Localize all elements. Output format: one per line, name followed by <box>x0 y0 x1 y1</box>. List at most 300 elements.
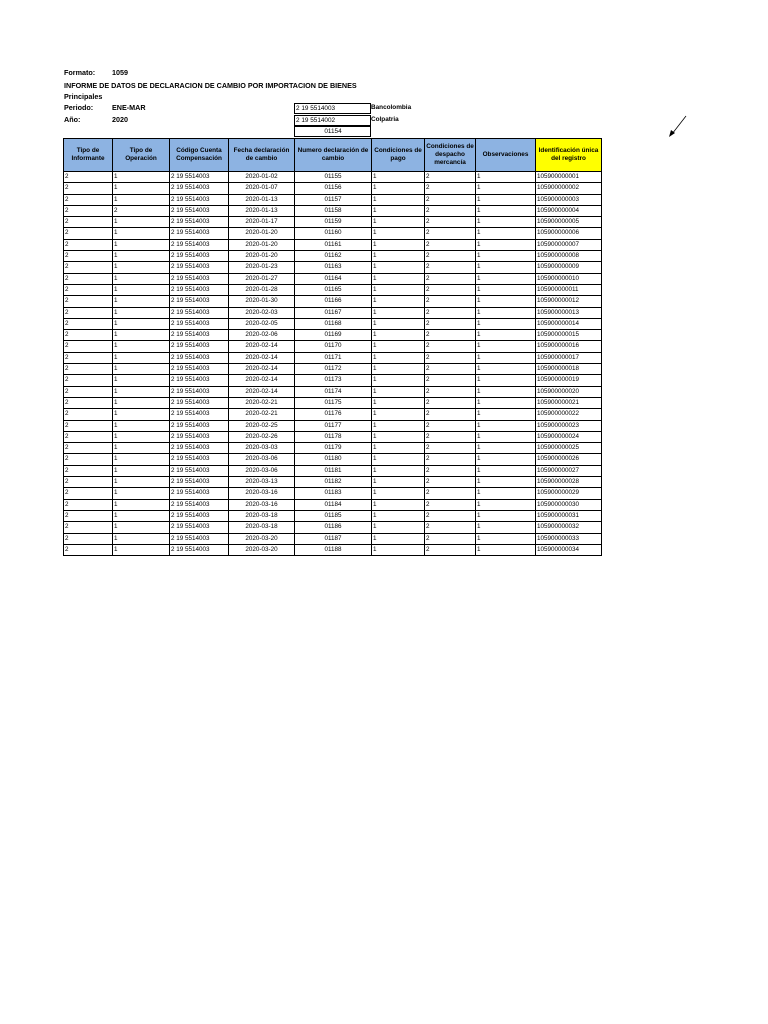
cell-tipo-operacion: 1 <box>113 318 170 329</box>
cell-fecha: 2020-03-03 <box>229 443 295 454</box>
cell-numero: 01169 <box>295 330 372 341</box>
cell-condiciones-despacho: 2 <box>425 262 476 273</box>
table-row <box>64 488 602 499</box>
cell-observaciones: 1 <box>476 443 536 454</box>
cell-condiciones-despacho: 2 <box>425 522 476 533</box>
cell-condiciones-pago: 1 <box>372 296 425 307</box>
cell-observaciones: 1 <box>476 465 536 476</box>
cell-tipo-informante: 2 <box>64 172 113 183</box>
cell-condiciones-despacho: 2 <box>425 296 476 307</box>
cell-fecha: 2020-02-25 <box>229 420 295 431</box>
cell-identificacion: 105900000019 <box>536 375 602 386</box>
table-row <box>64 522 602 533</box>
cell-observaciones: 1 <box>476 352 536 363</box>
cell-codigo-cuenta: 2 19 5514003 <box>170 477 229 488</box>
cell-fecha: 2020-02-14 <box>229 352 295 363</box>
cell-condiciones-despacho: 2 <box>425 397 476 408</box>
cell-tipo-operacion: 1 <box>113 296 170 307</box>
cell-tipo-informante: 2 <box>64 330 113 341</box>
cell-identificacion: 105900000011 <box>536 284 602 295</box>
cell-numero: 01174 <box>295 386 372 397</box>
table-row <box>64 443 602 454</box>
table-row <box>64 420 602 431</box>
cell-tipo-informante: 2 <box>64 352 113 363</box>
cell-condiciones-despacho: 2 <box>425 510 476 521</box>
cell-fecha: 2020-03-16 <box>229 488 295 499</box>
cell-numero: 01186 <box>295 522 372 533</box>
anio-label: Año: <box>64 115 81 124</box>
cell-codigo-cuenta: 2 19 5514003 <box>170 443 229 454</box>
cell-fecha: 2020-02-14 <box>229 375 295 386</box>
declaration-table <box>63 138 602 556</box>
cell-codigo-cuenta: 2 19 5514003 <box>170 364 229 375</box>
cell-condiciones-pago: 1 <box>372 307 425 318</box>
table-row <box>64 454 602 465</box>
cell-condiciones-pago: 1 <box>372 273 425 284</box>
cell-condiciones-despacho: 2 <box>425 533 476 544</box>
cell-observaciones: 1 <box>476 318 536 329</box>
cell-observaciones: 1 <box>476 307 536 318</box>
cell-codigo-cuenta: 2 19 5514003 <box>170 307 229 318</box>
cell-condiciones-despacho: 2 <box>425 443 476 454</box>
cell-tipo-operacion: 1 <box>113 477 170 488</box>
cell-identificacion: 105900000033 <box>536 533 602 544</box>
cell-numero: 01175 <box>295 397 372 408</box>
cell-tipo-operacion: 1 <box>113 183 170 194</box>
cell-identificacion: 105900000015 <box>536 330 602 341</box>
cell-condiciones-despacho: 2 <box>425 228 476 239</box>
col-observaciones: Observaciones <box>476 139 536 172</box>
cell-tipo-operacion: 1 <box>113 194 170 205</box>
cell-numero: 01156 <box>295 183 372 194</box>
cell-condiciones-pago: 1 <box>372 205 425 216</box>
table-row <box>64 172 602 183</box>
cell-identificacion: 105900000016 <box>536 341 602 352</box>
col-tipo-operacion: Tipo de Operación <box>113 139 170 172</box>
cell-observaciones: 1 <box>476 262 536 273</box>
cell-codigo-cuenta: 2 19 5514003 <box>170 330 229 341</box>
table-row <box>64 251 602 262</box>
cell-tipo-informante: 2 <box>64 397 113 408</box>
cell-condiciones-pago: 1 <box>372 228 425 239</box>
cell-condiciones-pago: 1 <box>372 443 425 454</box>
cell-identificacion: 105900000034 <box>536 544 602 555</box>
cell-condiciones-despacho: 2 <box>425 364 476 375</box>
cell-condiciones-despacho: 2 <box>425 172 476 183</box>
cell-identificacion: 105900000022 <box>536 409 602 420</box>
cell-tipo-operacion: 1 <box>113 544 170 555</box>
cell-condiciones-despacho: 2 <box>425 273 476 284</box>
cell-identificacion: 105900000021 <box>536 397 602 408</box>
cell-identificacion: 105900000017 <box>536 352 602 363</box>
cell-numero: 01182 <box>295 477 372 488</box>
cell-numero: 01181 <box>295 465 372 476</box>
cell-identificacion: 105900000012 <box>536 296 602 307</box>
cell-numero: 01166 <box>295 296 372 307</box>
cell-numero: 01161 <box>295 239 372 250</box>
cell-tipo-informante: 2 <box>64 488 113 499</box>
cell-observaciones: 1 <box>476 409 536 420</box>
cell-identificacion: 105900000004 <box>536 205 602 216</box>
cell-condiciones-despacho: 2 <box>425 477 476 488</box>
cell-condiciones-pago: 1 <box>372 420 425 431</box>
cell-tipo-operacion: 1 <box>113 262 170 273</box>
cell-numero: 01180 <box>295 454 372 465</box>
cell-identificacion: 105900000009 <box>536 262 602 273</box>
cell-tipo-informante: 2 <box>64 477 113 488</box>
cell-identificacion: 105900000025 <box>536 443 602 454</box>
cell-condiciones-pago: 1 <box>372 194 425 205</box>
cell-numero: 01157 <box>295 194 372 205</box>
cell-observaciones: 1 <box>476 522 536 533</box>
cell-numero: 01176 <box>295 409 372 420</box>
cell-identificacion: 105900000023 <box>536 420 602 431</box>
cell-condiciones-pago: 1 <box>372 183 425 194</box>
cell-observaciones: 1 <box>476 397 536 408</box>
cell-numero: 01170 <box>295 341 372 352</box>
table-body <box>64 172 602 556</box>
cell-codigo-cuenta: 2 19 5514003 <box>170 284 229 295</box>
cell-observaciones: 1 <box>476 251 536 262</box>
cell-observaciones: 1 <box>476 228 536 239</box>
cell-observaciones: 1 <box>476 454 536 465</box>
cell-fecha: 2020-02-14 <box>229 341 295 352</box>
cell-fecha: 2020-02-26 <box>229 431 295 442</box>
cell-fecha: 2020-03-18 <box>229 510 295 521</box>
cell-tipo-operacion: 1 <box>113 522 170 533</box>
cell-identificacion: 105900000026 <box>536 454 602 465</box>
cell-codigo-cuenta: 2 19 5514003 <box>170 352 229 363</box>
table-row <box>64 409 602 420</box>
table-row <box>64 239 602 250</box>
cursor-arrow-icon <box>666 114 688 138</box>
cell-numero: 01179 <box>295 443 372 454</box>
cell-tipo-informante: 2 <box>64 510 113 521</box>
cell-numero: 01185 <box>295 510 372 521</box>
cell-tipo-informante: 2 <box>64 443 113 454</box>
cell-identificacion: 105900000018 <box>536 364 602 375</box>
cell-condiciones-despacho: 2 <box>425 307 476 318</box>
cell-fecha: 2020-01-23 <box>229 262 295 273</box>
table-row <box>64 431 602 442</box>
cell-fecha: 2020-03-20 <box>229 533 295 544</box>
cell-codigo-cuenta: 2 19 5514003 <box>170 273 229 284</box>
cell-tipo-operacion: 1 <box>113 251 170 262</box>
cell-condiciones-despacho: 2 <box>425 183 476 194</box>
cell-numero: 01155 <box>295 172 372 183</box>
cell-numero: 01160 <box>295 228 372 239</box>
cell-condiciones-pago: 1 <box>372 341 425 352</box>
cell-tipo-informante: 2 <box>64 228 113 239</box>
cell-codigo-cuenta: 2 19 5514003 <box>170 397 229 408</box>
cell-identificacion: 105900000006 <box>536 228 602 239</box>
cell-tipo-operacion: 1 <box>113 431 170 442</box>
cell-codigo-cuenta: 2 19 5514003 <box>170 194 229 205</box>
cell-condiciones-pago: 1 <box>372 510 425 521</box>
cell-fecha: 2020-03-13 <box>229 477 295 488</box>
table-row <box>64 544 602 555</box>
cell-identificacion: 105900000020 <box>536 386 602 397</box>
cell-tipo-operacion: 1 <box>113 533 170 544</box>
cell-tipo-operacion: 1 <box>113 341 170 352</box>
cell-tipo-operacion: 1 <box>113 420 170 431</box>
cell-numero: 01183 <box>295 488 372 499</box>
cell-condiciones-despacho: 2 <box>425 251 476 262</box>
table-row <box>64 217 602 228</box>
cell-condiciones-pago: 1 <box>372 251 425 262</box>
cell-numero: 01163 <box>295 262 372 273</box>
table-row <box>64 318 602 329</box>
cell-tipo-informante: 2 <box>64 431 113 442</box>
cell-codigo-cuenta: 2 19 5514003 <box>170 375 229 386</box>
cell-observaciones: 1 <box>476 488 536 499</box>
cell-fecha: 2020-01-28 <box>229 284 295 295</box>
cell-tipo-operacion: 1 <box>113 228 170 239</box>
cell-tipo-informante: 2 <box>64 296 113 307</box>
cell-identificacion: 105900000028 <box>536 477 602 488</box>
cell-condiciones-pago: 1 <box>372 239 425 250</box>
cell-condiciones-despacho: 2 <box>425 488 476 499</box>
cell-fecha: 2020-03-06 <box>229 465 295 476</box>
cell-numero: 01164 <box>295 273 372 284</box>
cell-identificacion: 105900000005 <box>536 217 602 228</box>
cell-condiciones-despacho: 2 <box>425 386 476 397</box>
cell-identificacion: 105900000010 <box>536 273 602 284</box>
table-row <box>64 194 602 205</box>
cell-observaciones: 1 <box>476 510 536 521</box>
col-tipo-informante: Tipo de Informante <box>64 139 113 172</box>
cell-tipo-informante: 2 <box>64 284 113 295</box>
cell-identificacion: 105900000030 <box>536 499 602 510</box>
cell-condiciones-despacho: 2 <box>425 465 476 476</box>
cell-tipo-informante: 2 <box>64 239 113 250</box>
cell-condiciones-despacho: 2 <box>425 217 476 228</box>
cell-observaciones: 1 <box>476 364 536 375</box>
table-row <box>64 307 602 318</box>
table-row <box>64 330 602 341</box>
cell-observaciones: 1 <box>476 499 536 510</box>
cell-fecha: 2020-01-02 <box>229 172 295 183</box>
table-row <box>64 465 602 476</box>
cell-identificacion: 105900000029 <box>536 488 602 499</box>
cell-tipo-operacion: 1 <box>113 499 170 510</box>
cell-codigo-cuenta: 2 19 5514003 <box>170 533 229 544</box>
cell-tipo-informante: 2 <box>64 465 113 476</box>
cell-condiciones-pago: 1 <box>372 172 425 183</box>
cell-condiciones-pago: 1 <box>372 364 425 375</box>
col-identificacion-registro: Identificación única del registro <box>536 139 602 172</box>
table-row <box>64 510 602 521</box>
cell-codigo-cuenta: 2 19 5514003 <box>170 488 229 499</box>
col-numero-declaracion: Numero declaración de cambio <box>295 139 372 172</box>
cell-codigo-cuenta: 2 19 5514003 <box>170 510 229 521</box>
cell-codigo-cuenta: 2 19 5514003 <box>170 454 229 465</box>
cell-condiciones-pago: 1 <box>372 217 425 228</box>
cell-condiciones-despacho: 2 <box>425 352 476 363</box>
table-row <box>64 533 602 544</box>
cell-tipo-operacion: 1 <box>113 352 170 363</box>
cell-fecha: 2020-01-20 <box>229 251 295 262</box>
cell-numero: 01187 <box>295 533 372 544</box>
cell-tipo-operacion: 1 <box>113 409 170 420</box>
periodo-label: Periodo: <box>64 103 94 112</box>
cell-fecha: 2020-01-13 <box>229 205 295 216</box>
cell-tipo-operacion: 1 <box>113 172 170 183</box>
cell-condiciones-pago: 1 <box>372 522 425 533</box>
cell-fecha: 2020-03-18 <box>229 522 295 533</box>
cell-codigo-cuenta: 2 19 5514003 <box>170 409 229 420</box>
cell-tipo-operacion: 1 <box>113 364 170 375</box>
cell-tipo-operacion: 1 <box>113 488 170 499</box>
cell-tipo-operacion: 1 <box>113 397 170 408</box>
table-row <box>64 284 602 295</box>
cell-fecha: 2020-01-27 <box>229 273 295 284</box>
anio-value: 2020 <box>112 115 128 124</box>
cell-identificacion: 105900000007 <box>536 239 602 250</box>
cell-identificacion: 105900000024 <box>536 431 602 442</box>
cell-codigo-cuenta: 2 19 5514003 <box>170 544 229 555</box>
cell-observaciones: 1 <box>476 341 536 352</box>
cell-condiciones-despacho: 2 <box>425 375 476 386</box>
cell-tipo-informante: 2 <box>64 522 113 533</box>
cell-fecha: 2020-01-07 <box>229 183 295 194</box>
cell-condiciones-despacho: 2 <box>425 318 476 329</box>
cell-condiciones-despacho: 2 <box>425 454 476 465</box>
cell-tipo-operacion: 1 <box>113 465 170 476</box>
cell-observaciones: 1 <box>476 284 536 295</box>
cell-numero: 01162 <box>295 251 372 262</box>
cell-codigo-cuenta: 2 19 5514003 <box>170 228 229 239</box>
cell-condiciones-pago: 1 <box>372 318 425 329</box>
table-row <box>64 228 602 239</box>
cell-condiciones-pago: 1 <box>372 284 425 295</box>
cell-observaciones: 1 <box>476 330 536 341</box>
cell-observaciones: 1 <box>476 431 536 442</box>
cell-numero: 01173 <box>295 375 372 386</box>
table-row <box>64 296 602 307</box>
cell-tipo-operacion: 2 <box>113 205 170 216</box>
cell-condiciones-pago: 1 <box>372 431 425 442</box>
cell-fecha: 2020-02-21 <box>229 409 295 420</box>
table-row <box>64 499 602 510</box>
cell-condiciones-pago: 1 <box>372 499 425 510</box>
cell-tipo-informante: 2 <box>64 499 113 510</box>
cell-identificacion: 105900000031 <box>536 510 602 521</box>
cell-fecha: 2020-01-17 <box>229 217 295 228</box>
cell-tipo-informante: 2 <box>64 420 113 431</box>
cell-codigo-cuenta: 2 19 5514003 <box>170 386 229 397</box>
cell-condiciones-pago: 1 <box>372 454 425 465</box>
cell-fecha: 2020-01-30 <box>229 296 295 307</box>
bank-label-1: Bancolombia <box>371 104 412 111</box>
cell-fecha: 2020-02-05 <box>229 318 295 329</box>
cell-fecha: 2020-02-14 <box>229 386 295 397</box>
cell-fecha: 2020-01-20 <box>229 239 295 250</box>
cell-condiciones-pago: 1 <box>372 477 425 488</box>
report-title: INFORME DE DATOS DE DECLARACION DE CAMBIO POR IMPORTACION DE BIENES <box>64 81 357 90</box>
table-row <box>64 477 602 488</box>
cell-identificacion: 105900000032 <box>536 522 602 533</box>
cell-codigo-cuenta: 2 19 5514003 <box>170 499 229 510</box>
table-row <box>64 273 602 284</box>
formato-value: 1059 <box>112 68 128 77</box>
cell-tipo-informante: 2 <box>64 251 113 262</box>
cell-condiciones-pago: 1 <box>372 375 425 386</box>
cell-condiciones-pago: 1 <box>372 397 425 408</box>
cell-identificacion: 105900000014 <box>536 318 602 329</box>
cell-condiciones-pago: 1 <box>372 488 425 499</box>
cell-codigo-cuenta: 2 19 5514003 <box>170 318 229 329</box>
cell-observaciones: 1 <box>476 217 536 228</box>
table-row <box>64 205 602 216</box>
cell-codigo-cuenta: 2 19 5514003 <box>170 522 229 533</box>
cell-observaciones: 1 <box>476 183 536 194</box>
col-codigo-cuenta: Código Cuenta Compensación <box>170 139 229 172</box>
cell-observaciones: 1 <box>476 544 536 555</box>
account-box-2: 2 19 5514002 <box>294 115 371 126</box>
cell-fecha: 2020-02-06 <box>229 330 295 341</box>
cell-identificacion: 105900000027 <box>536 465 602 476</box>
cell-numero: 01172 <box>295 364 372 375</box>
table-row <box>64 341 602 352</box>
cell-tipo-operacion: 1 <box>113 510 170 521</box>
cell-observaciones: 1 <box>476 533 536 544</box>
cell-observaciones: 1 <box>476 205 536 216</box>
cell-condiciones-despacho: 2 <box>425 330 476 341</box>
cell-condiciones-despacho: 2 <box>425 544 476 555</box>
cell-identificacion: 105900000001 <box>536 172 602 183</box>
cell-tipo-informante: 2 <box>64 386 113 397</box>
table-row <box>64 262 602 273</box>
cell-tipo-operacion: 1 <box>113 273 170 284</box>
cell-tipo-operacion: 1 <box>113 454 170 465</box>
cell-observaciones: 1 <box>476 273 536 284</box>
cell-identificacion: 105900000013 <box>536 307 602 318</box>
cell-observaciones: 1 <box>476 296 536 307</box>
cell-codigo-cuenta: 2 19 5514003 <box>170 420 229 431</box>
periodo-value: ENE-MAR <box>112 103 146 112</box>
cell-codigo-cuenta: 2 19 5514003 <box>170 172 229 183</box>
cell-numero: 01177 <box>295 420 372 431</box>
account-box-1: 2 19 5514003 <box>294 103 371 114</box>
cell-observaciones: 1 <box>476 375 536 386</box>
table-row <box>64 375 602 386</box>
cell-tipo-informante: 2 <box>64 533 113 544</box>
cell-tipo-informante: 2 <box>64 364 113 375</box>
cell-condiciones-despacho: 2 <box>425 431 476 442</box>
col-fecha-declaracion: Fecha declaración de cambio <box>229 139 295 172</box>
cell-numero: 01158 <box>295 205 372 216</box>
cell-codigo-cuenta: 2 19 5514003 <box>170 262 229 273</box>
cell-numero: 01171 <box>295 352 372 363</box>
table-header-row <box>64 139 602 172</box>
cell-tipo-operacion: 1 <box>113 239 170 250</box>
number-box: 01154 <box>294 126 371 137</box>
table-row <box>64 364 602 375</box>
cell-codigo-cuenta: 2 19 5514003 <box>170 217 229 228</box>
col-condiciones-despacho: Condiciones de despacho mercancía <box>425 139 476 172</box>
cell-numero: 01168 <box>295 318 372 329</box>
cell-codigo-cuenta: 2 19 5514003 <box>170 465 229 476</box>
table-row <box>64 352 602 363</box>
cell-tipo-operacion: 1 <box>113 217 170 228</box>
cell-observaciones: 1 <box>476 477 536 488</box>
cell-condiciones-pago: 1 <box>372 544 425 555</box>
cell-condiciones-pago: 1 <box>372 330 425 341</box>
cell-observaciones: 1 <box>476 239 536 250</box>
table-row <box>64 397 602 408</box>
cell-tipo-informante: 2 <box>64 409 113 420</box>
